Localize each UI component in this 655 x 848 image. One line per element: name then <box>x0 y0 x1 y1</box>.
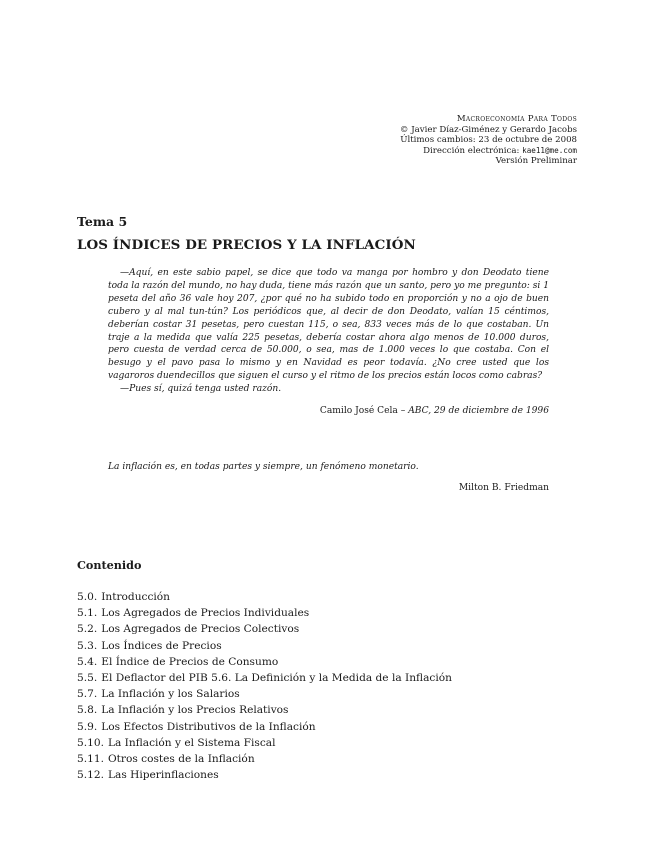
toc-item[interactable] <box>77 719 577 735</box>
toc-item-label: Los Agregados de Precios Individuales <box>101 607 310 620</box>
toc-item-label: Los Efectos Distributivos de la Inflación <box>101 720 316 733</box>
document-header <box>257 114 577 167</box>
table-of-contents <box>77 589 577 783</box>
chapter-number: Tema 5 <box>77 214 128 229</box>
toc-item-number: 5.0. <box>77 591 98 603</box>
toc-item[interactable] <box>77 735 577 751</box>
toc-item-label: La Inflación y los Salarios <box>101 688 240 701</box>
toc-item-label: El Índice de Precios de Consumo <box>101 655 279 668</box>
toc-item[interactable] <box>77 670 577 686</box>
last-changes-line: Últimos cambios: 23 de octubre de 2008 <box>400 135 577 146</box>
toc-item-number: 5.4. <box>77 655 98 668</box>
book-title: Macroeconomía Para Todos <box>456 114 577 124</box>
toc-item-number: 5.11. <box>77 753 104 766</box>
epigraph-attribution <box>129 406 549 416</box>
toc-item[interactable] <box>77 767 577 783</box>
toc-item[interactable] <box>77 589 577 605</box>
toc-item-label: El Deflactor del PIB 5.6. La Definición y la Medida de la Inflación <box>101 672 452 685</box>
toc-item-number: 5.1. <box>77 607 98 620</box>
friedman-attribution: Milton B. Friedman <box>458 483 549 493</box>
email-address: kae11@me.com <box>522 145 577 155</box>
toc-item[interactable] <box>77 654 577 670</box>
chapter-title: LOS ÍNDICES DE PRECIOS Y LA INFLACIÓN <box>77 237 416 253</box>
friedman-quote: La inflación es, en todas partes y siempre, un fenómeno monetario. <box>108 462 419 472</box>
epigraph-paragraph-1: —Aquí, en este sabio papel, se dice que todo va manga por hombro y don Deodato tiene toda la razón del mundo, no hay duda, tiene más razón que un santo, pero yo me pregunto: si 1 peseta del año 36 vale hoy 207, ¿por qué no ha subido todo en proporción y no a ojo de buen cubero y al mal tun-tún? Los periódicos que, al decir de don Deodato, valían 15 céntimos, deberían costar 31 pesetas, pero cuestan 115, o sea, 833 veces más de lo que costaban. Un traje a la medida que valía 225 pesetas, debería costar ahora algo menos de 10.000 duros, pero cuesta de verdad cerca de 50.000, o sea, mas de 1.000 veces lo que costaba. Con el besugo y el pavo pasa lo mismo y en Navidad es peor todavía. ¿No cree usted que los vagaroros duendecillos que siguen el curso y el ritmo de los precios están locos como cabras? <box>108 268 549 382</box>
toc-item-label: Las Hiperinflaciones <box>107 769 219 782</box>
epigraph-paragraph-2: —Pues sí, quizá tenga usted razón. <box>120 384 282 395</box>
toc-item-number: 5.5. <box>77 672 98 685</box>
toc-item-number: 5.7. <box>77 688 98 701</box>
toc-item[interactable] <box>77 638 577 654</box>
toc-item-number: 5.2. <box>77 623 98 636</box>
toc-item[interactable] <box>77 702 577 718</box>
toc-item-number: 5.8. <box>77 704 98 717</box>
epigraph-quote <box>108 267 549 396</box>
contents-heading: Contenido <box>77 558 142 572</box>
email-line <box>257 146 577 157</box>
epigraph-author: Camilo José Cela – <box>319 406 406 416</box>
email-label: Dirección electrónica: <box>423 145 520 156</box>
toc-item[interactable] <box>77 621 577 637</box>
toc-item-number: 5.9. <box>77 720 98 733</box>
toc-item-number: 5.10. <box>77 736 104 749</box>
toc-item-number: 5.12. <box>77 769 104 782</box>
toc-item-label: Introducción <box>101 591 170 603</box>
toc-item-number: 5.3. <box>77 639 98 652</box>
toc-item-label: La Inflación y el Sistema Fiscal <box>107 736 276 749</box>
version-line: Versión Preliminar <box>495 156 577 167</box>
chapter-heading <box>77 214 577 253</box>
toc-item-label: La Inflación y los Precios Relativos <box>101 704 289 717</box>
toc-item-label: Otros costes de la Inflación <box>107 753 255 766</box>
toc-item[interactable] <box>77 751 577 767</box>
authors-line: © Javier Díaz-Giménez y Gerardo Jacobs <box>399 124 577 135</box>
epigraph-source: ABC, 29 de diciembre de 1996 <box>408 406 549 416</box>
toc-item[interactable] <box>77 686 577 702</box>
toc-item[interactable] <box>77 605 577 621</box>
toc-item-label: Los Agregados de Precios Colectivos <box>101 623 300 636</box>
toc-item-label: Los Índices de Precios <box>101 639 222 652</box>
